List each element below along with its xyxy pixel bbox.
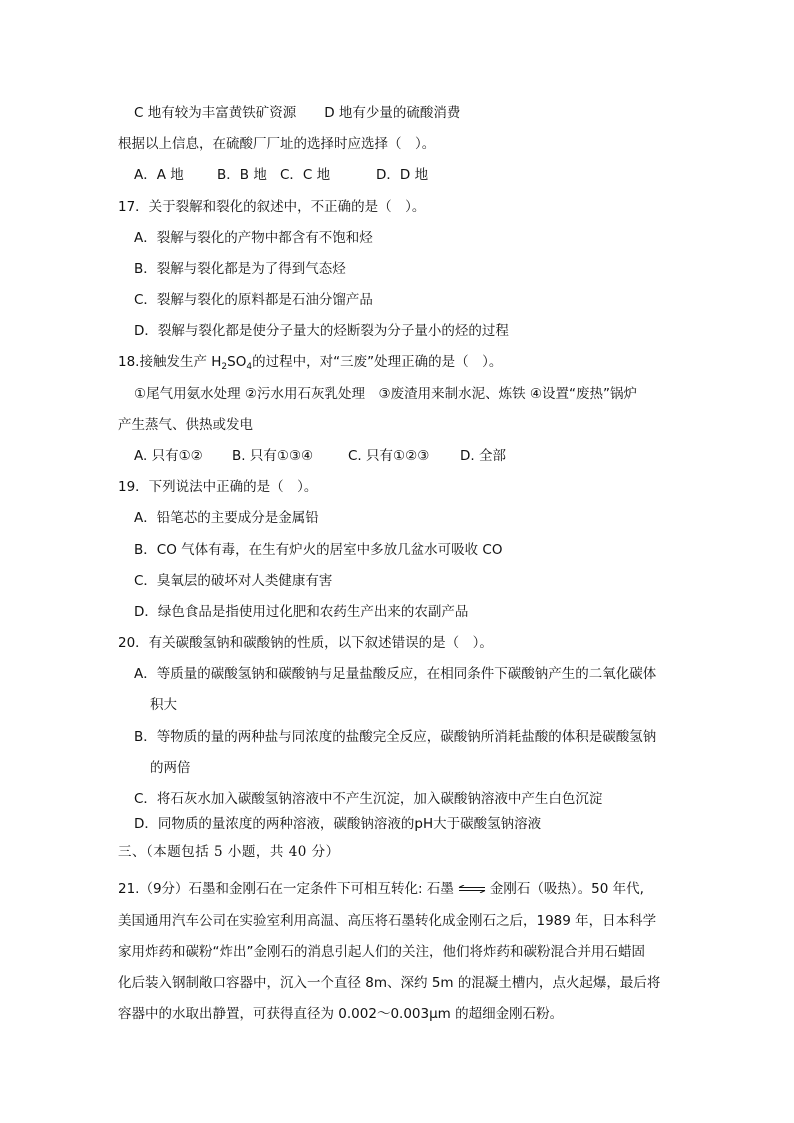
q18-choice-c: C. 只有①②③ bbox=[348, 448, 430, 464]
q16-choice-b: B．B 地 bbox=[217, 167, 267, 183]
q17-option-a: A．裂解与裂化的产物中都含有不饱和烃 bbox=[134, 230, 373, 246]
q18-choice-a: A. 只有①② bbox=[134, 448, 203, 464]
q20-option-a-line1: A．等质量的碳酸氢钠和碳酸钠与足量盐酸反应，在相同条件下碳酸钠产生的二氧化碳体 bbox=[134, 666, 657, 682]
q16-choices bbox=[134, 165, 428, 185]
q21-line1: 21.（9分）石墨和金刚石在一定条件下可相互转化: 石墨 金刚石（吸热）。50 年代, bbox=[118, 881, 644, 897]
q16-choice-d: D．D 地 bbox=[376, 167, 429, 183]
q17-option-d: D．裂解与裂化都是使分子量大的烃断裂为分子量小的烃的过程 bbox=[134, 323, 509, 339]
q20-option-b-line1: B．等物质的量的两种盐与同浓度的盐酸完全反应，碳酸钠所消耗盐酸的体积是碳酸氢钠 bbox=[134, 729, 657, 745]
q18-choice-d: D. 全部 bbox=[460, 448, 506, 464]
q16-question: 根据以上信息，在硫酸厂厂址的选择时应选择（ ）。 bbox=[118, 136, 436, 152]
q21-line4: 化后装入钢制敞口容器中，沉入一个直径 8m、深约 5m 的混凝土槽内，点火起爆，最后将 bbox=[118, 975, 661, 991]
q16-choice-a: A．A 地 bbox=[134, 167, 184, 183]
q20-option-a-line2: 积大 bbox=[150, 697, 177, 713]
q20-option-c: C．将石灰水加入碳酸氢钠溶液中不产生沉淀，加入碳酸钠溶液中产生白色沉淀 bbox=[134, 791, 603, 807]
q20-option-d: D．同物质的量浓度的两种溶液，碳酸钠溶液的pH大于碳酸氢钠溶液 bbox=[134, 816, 542, 832]
q21-line3: 家用炸药和碳粉“炸出”金刚石的消息引起人们的关注，他们将炸药和碳粉混合并用石蜡固 bbox=[118, 944, 645, 960]
q16-option-c: C 地有较为丰富黄铁矿资源 bbox=[134, 105, 297, 121]
q18-choice-b: B. 只有①③④ bbox=[232, 448, 314, 464]
q18-items-line1: ①尾气用氨水处理 ②污水用石灰乳处理 ③废渣用来制水泥、炼铁 ④设置“废热”锅炉 bbox=[134, 386, 637, 402]
q20-option-b-line2: 的两倍 bbox=[150, 760, 191, 776]
equilibrium-arrow-icon bbox=[458, 885, 486, 893]
q17-option-c: C．裂解与裂化的原料都是石油分馏产品 bbox=[134, 292, 373, 308]
q19-option-d: D．绿色食品是指使用过化肥和农药生产出来的农副产品 bbox=[134, 604, 469, 620]
q16-option-d: D 地有少量的硫酸消费 bbox=[324, 105, 461, 121]
q19-stem: 19．下列说法中正确的是（ ）。 bbox=[118, 479, 318, 495]
q21-line5: 容器中的水取出静置，可获得直径为 0.002～0.003μm 的超细金刚石粉。 bbox=[118, 1006, 564, 1022]
q20-stem: 20．有关碳酸氢钠和碳酸钠的性质，以下叙述错误的是（ ）。 bbox=[118, 635, 493, 651]
q18-items-line2: 产生蒸气、供热或发电 bbox=[118, 417, 253, 433]
q21-line2: 美国通用汽车公司在实验室利用高温、高压将石墨转化成金刚石之后，1989 年，日本科学 bbox=[118, 913, 657, 929]
q17-option-b: B．裂解与裂化都是为了得到气态烃 bbox=[134, 261, 346, 277]
q18-stem: 18.接触发生产 $H_2SO_4$的过程中，对“三废”处理正确的是（ ）。 bbox=[118, 354, 503, 372]
q17-stem: 17．关于裂解和裂化的叙述中，不正确的是（ ）。 bbox=[118, 199, 426, 215]
q19-option-a: A．铅笔芯的主要成分是金属铅 bbox=[134, 510, 319, 526]
q16-choice-c: C．C 地 bbox=[280, 167, 331, 183]
q19-option-b: B．CO 气体有毒，在生有炉火的居室中多放几盆水可吸收 CO bbox=[134, 542, 503, 558]
q18-choices bbox=[134, 446, 506, 466]
q19-option-c: C．臭氧层的破坏对人类健康有害 bbox=[134, 573, 333, 589]
section-3-heading: 三、（本题包括 5 小题，共 40 分） bbox=[118, 844, 340, 860]
q16-options-cd bbox=[134, 103, 460, 123]
